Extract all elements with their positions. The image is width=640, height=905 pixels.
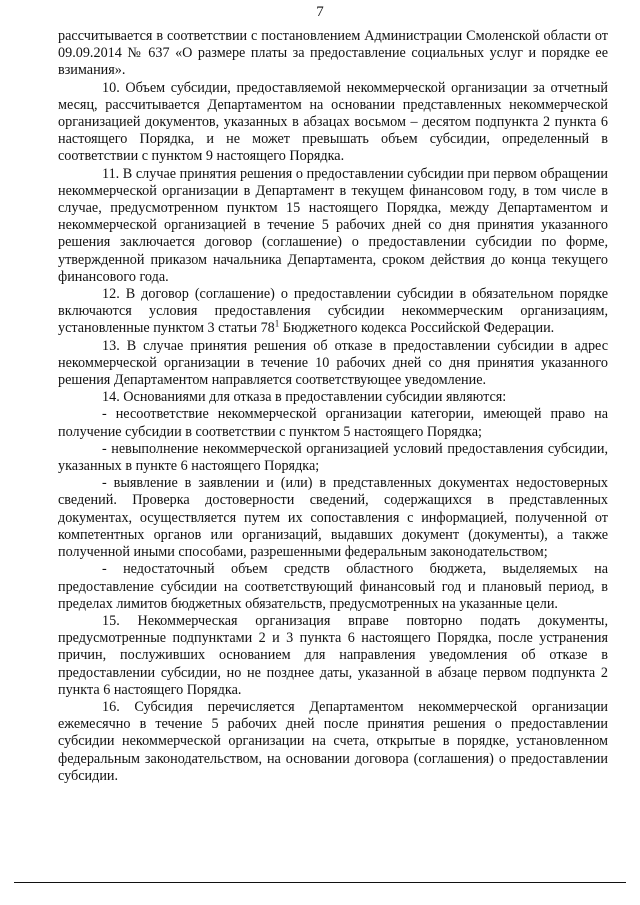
paragraph-continuation: рассчитывается в соответствии с постановлением Администрации Смоленской области от 09.09.2014 № 637 «О размере платы за предоставление социальных услуг и порядке ее взимания».	[58, 28, 608, 79]
paragraph-16: 16. Субсидия перечисляется Департаментом некоммерческой организации ежемесячно в течение 5 рабочих дней после принятия решения о предоставлении субсидии некоммерческой организации на счета, открытые в порядке, установленном федеральным законодательством, на основании договора (соглашения) о предоставлении субсидии.	[58, 698, 608, 784]
paragraph-11: 11. В случае принятия решения о предоставлении субсидии при первом обращении некоммерческой организации в Департамент в текущем финансовом году, в том числе в случае, предусмотренном пунктом 15 настоящего Порядка, между Департаментом и некоммерческой организацией в течение 5 рабочих дней со дня принятия указанного решения заключается договор (соглашение) о предоставлении субсидии по форме, утвержденной приказом начальника Департамента, сроком действия до конца текущего финансового года.	[58, 165, 608, 285]
paragraph-12	[58, 286, 608, 338]
paragraph-14: 14. Основаниями для отказа в предоставлении субсидии являются:	[102, 389, 507, 406]
paragraph-12-text-end: Бюджетного кодекса Российской Федерации.	[279, 320, 555, 337]
list-item-conditions-unmet: - невыполнение некоммерческой организацией условий предоставления субсидии, указанных в пункте 6 настоящего Порядка;	[58, 440, 608, 475]
paragraph-12-text: 12. В договор (соглашение) о предоставлении субсидии в обязательном порядке включаются условия предоставления субсидии некоммерческим организациям, установленные пунктом 3 статьи 78	[58, 286, 608, 337]
page-number: 7	[316, 4, 324, 20]
bottom-rule	[14, 882, 626, 883]
list-item-ineligible-category: - несоответствие некоммерческой организации категории, имеющей право на получение субсидии в соответствии с пунктом 5 настоящего Порядка;	[58, 406, 608, 440]
list-item-false-information: - выявление в заявлении и (или) в представленных документах недостоверных сведений. Проверка достоверности сведений, содержащихся в представленных документах, осуществляется путем их сопоставления с информацией, полученной от компетентных органов или организаций, выдавших документ (документы), а также полученной иными способами, разрешенными федеральным законодательством;	[58, 475, 608, 561]
list-item-insufficient-funds: - недостаточный объем средств областного бюджета, выделяемых на предоставление субсидии на соответствующий финансовый год и плановый период, в пределах лимитов бюджетных обязательств, предусмотренных на указанные цели.	[58, 561, 608, 612]
paragraph-13: 13. В случае принятия решения об отказе в предоставлении субсидии в адрес некоммерческой организации в течение 10 рабочих дней со дня принятия указанного решения Департаментом направляется соответствующее уведомление.	[58, 337, 608, 389]
document-body	[58, 28, 608, 785]
paragraph-15: 15. Некоммерческая организация вправе повторно подать документы, предусмотренные подпунктами 2 и 3 пункта 6 настоящего Порядка, после устранения причин, послуживших основанием для направления уведомления об отказе в предоставлении субсидии, но не позднее даты, указанной в абзаце первом подпункта 2 пункта 6 настоящего Порядка.	[58, 612, 608, 698]
article-superscript: 1	[274, 318, 280, 329]
paragraph-10: 10. Объем субсидии, предоставляемой некоммерческой организации за отчетный месяц, рассчитывается Департаментом на основании представленных некоммерческой организацией документов, указанных в абзацах восьмом – десятом подпункта 2 пункта 6 настоящего Порядка, и не может превышать объем субсидии, определенный в соответствии с пунктом 9 настоящего Порядка.	[58, 79, 608, 165]
